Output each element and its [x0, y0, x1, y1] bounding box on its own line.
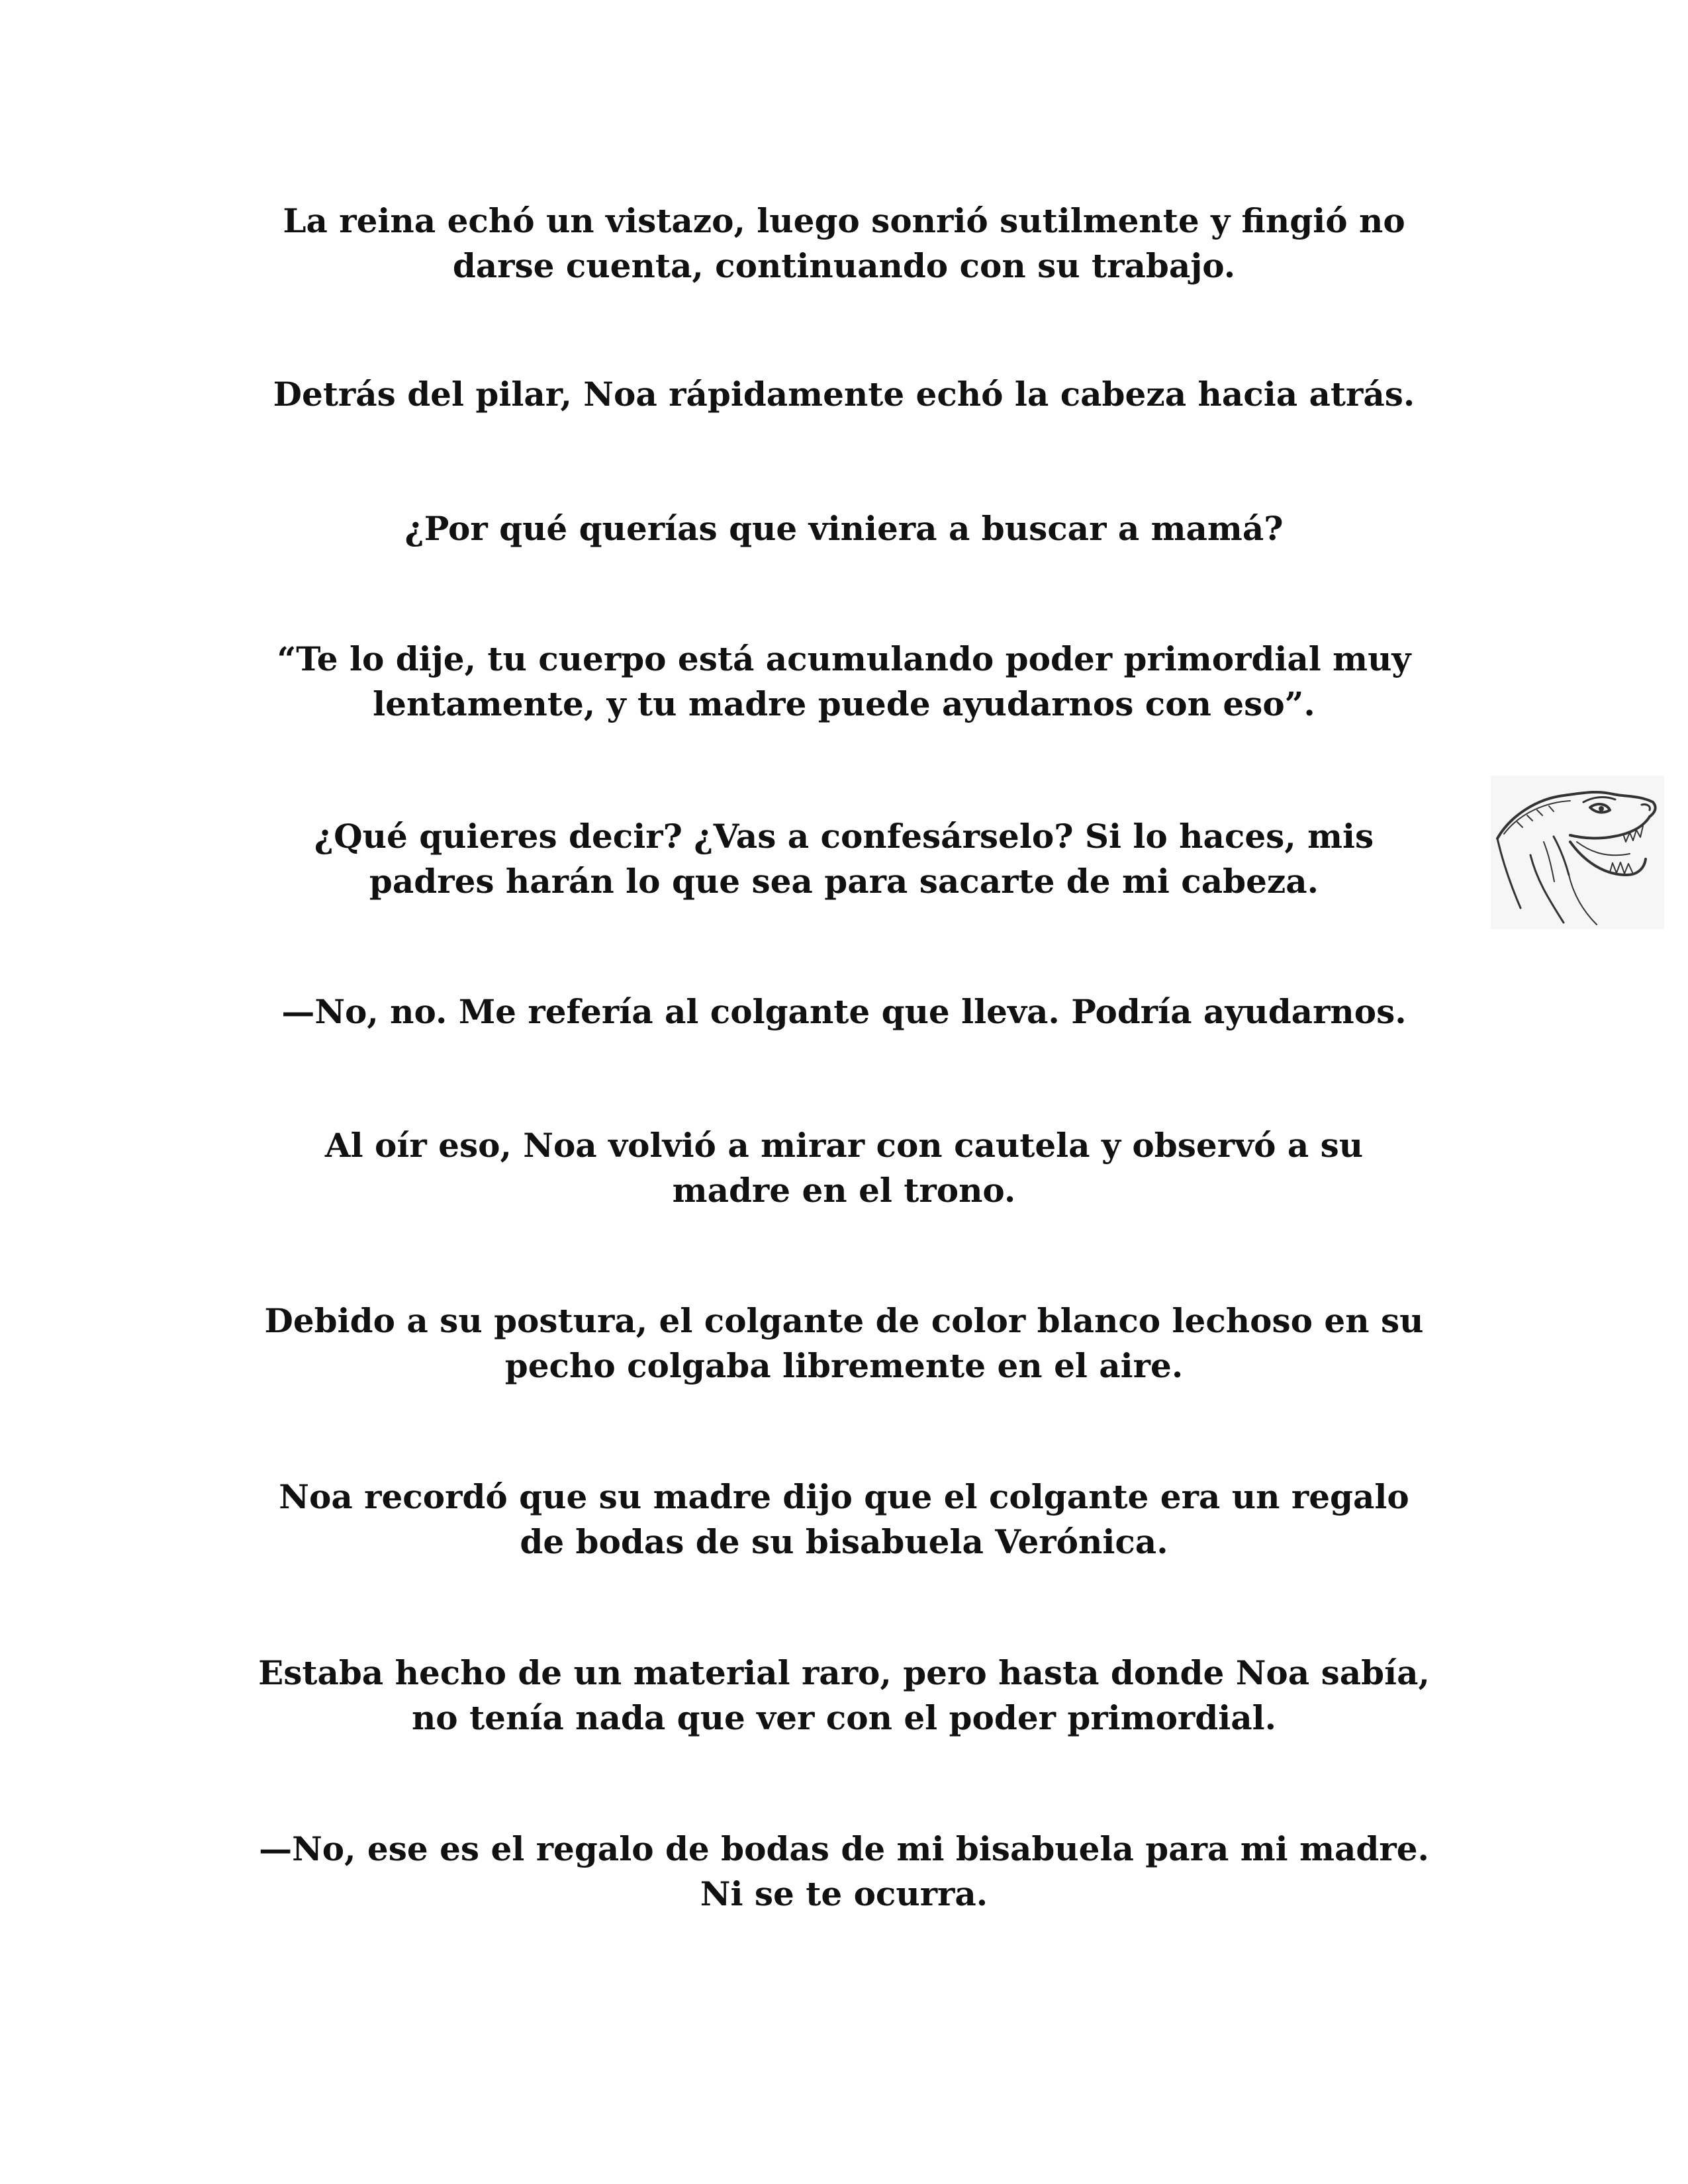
text-line: Estaba hecho de un material raro, pero hasta donde Noa sabía,	[258, 1653, 1430, 1692]
paragraph-9	[199, 1475, 1489, 1565]
paragraph-1	[199, 199, 1489, 289]
text-line: madre en el trono.	[672, 1171, 1016, 1210]
text-line: de bodas de su bisabuela Verónica.	[520, 1522, 1168, 1561]
paragraph-8	[199, 1298, 1489, 1388]
paragraph-11	[199, 1827, 1489, 1917]
paragraph-6	[199, 989, 1489, 1034]
paragraph-5	[199, 814, 1489, 904]
text-line: pecho colgaba libremente en el aire.	[504, 1346, 1184, 1385]
text-line: Ni se te ocurra.	[700, 1874, 988, 1913]
paragraph-3	[199, 506, 1489, 551]
text-line: Debido a su postura, el colgante de color blanco lechoso en su	[264, 1301, 1424, 1340]
text-line: Noa recordó que su madre dijo que el colgante era un regalo	[279, 1477, 1409, 1516]
text-line: darse cuenta, continuando con su trabajo.	[452, 246, 1236, 285]
paragraph-7	[199, 1123, 1489, 1213]
text-line: lentamente, y tu madre puede ayudarnos con eso”.	[373, 684, 1315, 723]
text-line: no tenía nada que ver con el poder primordial.	[411, 1698, 1277, 1737]
text-line: ¿Qué quieres decir? ¿Vas a confesárselo? Si lo haces, mis	[314, 817, 1374, 856]
text-line: —No, no. Me refería al colgante que lleva. Podría ayudarnos.	[281, 992, 1407, 1031]
text-line: padres harán lo que sea para sacarte de mi cabeza.	[369, 862, 1319, 901]
dinosaur-head-sketch-icon	[1491, 776, 1664, 929]
text-line: ¿Por qué querías que viniera a buscar a mamá?	[404, 509, 1284, 548]
text-line: La reina echó un vistazo, luego sonrió sutilmente y fingió no	[283, 201, 1405, 240]
paragraph-4	[199, 637, 1489, 727]
paragraph-2	[199, 372, 1489, 417]
text-line: Detrás del pilar, Noa rápidamente echó la cabeza hacia atrás.	[273, 375, 1415, 414]
text-line: “Te lo dije, tu cuerpo está acumulando poder primordial muy	[277, 639, 1411, 678]
text-line: —No, ese es el regalo de bodas de mi bisabuela para mi madre.	[259, 1829, 1429, 1868]
paragraph-10	[199, 1651, 1489, 1741]
text-line: Al oír eso, Noa volvió a mirar con cautela y observó a su	[324, 1126, 1364, 1165]
